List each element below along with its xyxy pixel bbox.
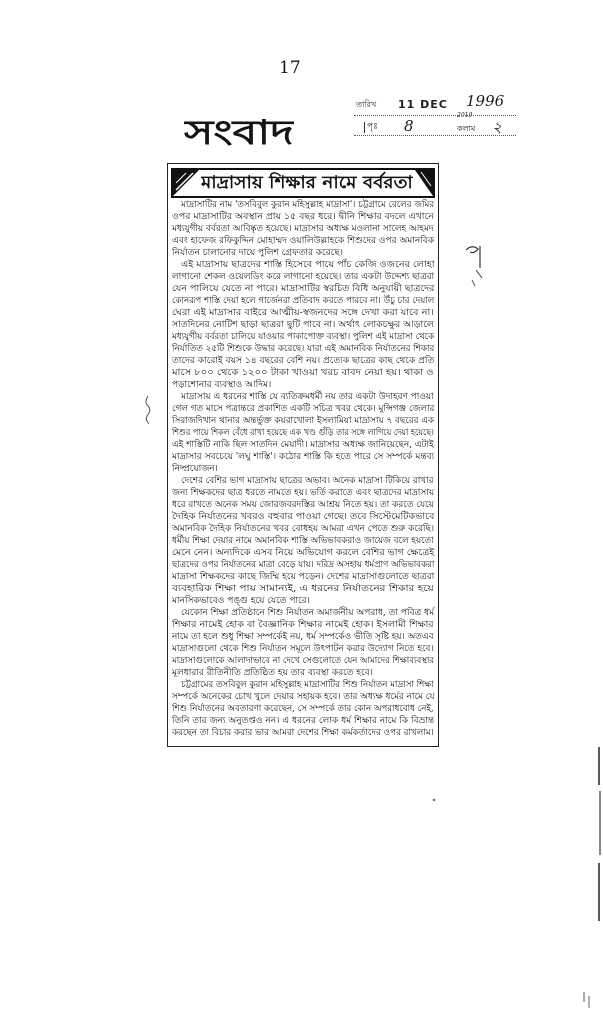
article-line: সিরাজদিখান থানার অন্তর্ভুক্ত কয়রাখোলা ইসলামিয়া মাদ্রাসায় ৭ বছরের এক [172,416,435,426]
stamp-column-value: ২ [492,118,502,136]
article-line: দেশের বেশির ভাগ মাদ্রাসায় ছাত্রের অভাব। অনেক মাদ্রাসা টিকিয়ে রাখার [181,476,434,486]
paragraph-3 [172,391,434,475]
article-line: কোনরূপ শাস্তি দেয়া হলে গার্জেনরা প্রতিবাদ করতে পারবে না। উঁচু চার দেয়াল [172,296,435,306]
article-line: মাদ্রাসায় এ ধরনের শাস্তি যে ব্যতিক্রমধর্মী নয় তার একটা উদাহরণ পাওয়া [181,392,434,402]
newspaper-masthead: সংবাদ [184,113,294,153]
paragraph-6 [172,679,434,739]
article-line: ছাত্রদের ওপর নির্যাতনের মাত্রা বেড়ে যায়। দরিদ্র অসহায় ধর্মপ্রাণ অভিভাবকরা [172,560,435,570]
article-line: মধ্যযুগীয় বর্বরতা আবিষ্কৃত হয়েছে। মাদ্রাসার অধ্যক্ষ মওলানা সালেহ আহমদ [172,224,434,234]
article-line: শিশু নির্যাতনের অবতারণা করেছেন, সে সম্পর্কে তার কোন অপরাধবোধ নেই, [172,704,434,714]
article-line: ধর্মীয় শিক্ষা দেয়ার নামে অমানবিক শাস্তি অভিভাবকরাও জায়েজ বলে হয়তো [172,536,434,546]
article-line: গেল গত মাসে পত্রান্তরে প্রকাশিত একটি সচিত্র খবর থেকে। মুন্সিগঞ্জ জেলার [172,404,435,414]
stamp-page-label: পৃঃ [364,122,378,133]
stamp-dotted-line [354,115,516,116]
article-line: অমানবিক দৈহিক নির্যাতনের খবর বোধহয় আমরা এখন পেতে শুরু করেছি। [172,524,435,534]
article-line: ধরে রাখতে অনেক সময় জোরজবরদস্তির আশ্রয় নিতে হয়। তা করতে যেয়ে [172,500,435,510]
article-line: নিষ্প্রয়োজন। [172,464,218,474]
scan-speck [580,990,594,1010]
corner-ornament-icon [415,170,433,196]
article-line: নির্যাতিত ২৫টি শিশুকে উদ্ধার করেছে। যারা এই অমানবিক নির্যাতনের শিকার [172,344,435,354]
article-line: ঘেরা এই মাদ্রাসার বাইরে আত্মীয়-স্বজনদের সঙ্গে দেখা করা যাবে না। [172,308,434,318]
article-line: মাসে ৮০০ থেকে ১২০০ টাকা খাওয়া খরচ বাবদ নেয়া হয়। থাকা ও [172,368,434,378]
article-line: মাদ্রাসার সবচেয়ে 'লঘু শাস্তি'। কঠোর শাস্তি কি হতে পারে সে সম্পর্কে মন্তব্য [172,452,435,462]
article-line: মাদ্রাসাগুলো থেকে শিশু নির্যাতন সমূলে উৎপাটন করার উদ্যোগ নিতে হবে। [172,644,434,654]
article-line: দৈহিক নির্যাতনের খবরও বহুবার পাওয়া গেছে। তবে সিস্টেমেটিকভাবে [172,512,435,522]
stamp-year-handwritten: 1996 [466,92,505,110]
article-line: যেকোন শিক্ষা প্রতিষ্ঠানে শিশু নির্যাতন অমার্জনীয় অপরাধ, তা পবিত্র ধর্ম [181,608,435,618]
masthead-container [184,110,294,156]
article-clipping [167,163,439,747]
article-line: করছেন তা বিচার করার ভার আমরা দেশের শিক্ষা কর্মকর্তাদের ওপর রাখলাম। [172,728,434,738]
headline: মাদ্রাসায় শিক্ষার নামে বর্বরতা [201,173,413,193]
article-line: চট্টগ্রামের তসবিবুল কুরান মহিসুল্লাহ মাদ্রাসাটির শিশু নির্যাতন মাদ্রাসা শিক্ষা [181,680,434,690]
scan-speck [430,796,438,804]
article-line: ব্যবহারিক শিক্ষা পায় সামান্যই, এ ধরনের নির্যাতনের শিকার হয়ে [172,584,434,594]
article-line: এই শাস্তিটি নাকি ছিল সাতদিন মেয়াদী। মাদ্রাসার অধ্যক্ষ জানিয়েছেন, এটাই [172,440,434,450]
margin-scribble [140,394,156,426]
stamp-page-value: 8 [404,117,414,135]
paragraph-5 [172,607,434,679]
stamp-column-label: কলাম [457,124,476,133]
article-line: মূলধারার রীতিনীতি প্রতিষ্ঠিত হয় তার ব্যবস্থা করতে হবে। [172,668,373,678]
paragraph-4 [172,475,434,607]
article-line: তিনি তার জন্য অনুতপ্তও নন। এ ধরনের লোক ধর্ম শিক্ষার নামে কি বিভ্রান্ত [172,716,435,726]
margin-handwritten-mark [462,240,490,288]
article-line: জন্য শিক্ষকদের ছাত্র ধরতে নামতে হয়। ভর্তি করাতে এবং ছাত্রদের মাদ্রাসায় [172,488,435,498]
stamp-dotted-line [354,135,516,136]
stamp-date-printed: 11 DEC [398,98,448,111]
article-line: সম্পর্কে অনেকের চোখ খুলে দেয়ার সহায়ক হবে। তার অধ্যক্ষ ধর্মের নামে যে [172,692,435,702]
article-line: শিক্ষার নামেই হোক বা বৈজ্ঞানিক শিক্ষার নামেই হোক। ইসলামী শিক্ষার [172,620,434,630]
article-line: ওপর মাদ্রাসাটির অবস্থান প্রায় ১৫ বছর ধরে। দ্বীনি শিক্ষার বদলে এখানে [172,212,434,222]
corner-ornament-icon [173,170,199,196]
article-line: মধ্যযুগীয় বর্বরতা চালিয়ে যাওয়ার পাকাপোক্ত ব্যবস্থা। পুলিশ এই মাদ্রাসা থেকে [172,332,435,342]
article-line: এই মাদ্রাসায় ছাত্রদের শাস্তি হিসেবে পায়ে পাঁচ কেজি ওজনের লোহা [181,260,435,270]
article-line: পড়াশোনার ব্যবস্থাও আদিম। [172,380,272,390]
stamp-date-label: তারিখ [356,100,377,109]
article-line: সাতদিনের নোটিশ ছাড়া ছাত্ররা ছুটি পাবে না। অর্থাৎ লোকচক্ষুর আড়ালে [172,320,434,330]
article-line: এবং হাফেজ রফিকুদ্দিন মোহাম্মদ ওয়ালিউল্লাহকে শিশুদের ওপর অমানবিক [172,236,435,246]
article-line: মেনে নেন। অন্যদিকে এসব নিয়ে অভিযোগ করলে বেশির ভাগ ক্ষেত্রেই [172,548,435,558]
article-line: লাগানো শেকল ওয়েলডিং করে লাগানো হয়েছে। তার একটা উদ্দেশ্য ছাত্ররা [172,272,435,282]
article-line: মানসিকভাবেও পঙ্গু হয়ে যেতে পারে। [172,596,310,606]
article-line: নামে তা হলে শুধু শিক্ষা সম্পর্কেই নয়, ধর্ম সম্পর্কেও ভীতি সৃষ্টি হয়। অতএব [172,632,434,642]
article-line: মাদ্রাসা শিক্ষকদের কাছে জিম্মি হয়ে পড়েন। দেশের মাদ্রাসাগুলোতে ছাত্ররা [172,572,435,582]
headline-holder [201,171,413,196]
article-line: শিশুর পায়ে শিকল বেঁধে রাখা হয়েছে এক খণ্ড গুঁড়ি তার সঙ্গে লাগিয়ে দেয়া হয়েছে। [172,428,434,438]
scan-edge-artifact [593,745,603,925]
paragraph-1 [172,199,434,259]
page-number: 17 [279,58,301,78]
article-line: মাদ্রাসাগুলোকে আলাদাভাবে না দেখে সেগুলোতে যেন আমাদের শিক্ষাব্যবস্থার [172,656,435,666]
article-line: মাদ্রাসাটির নাম 'তসবিবুল কুরান মহিসুল্লাহ মাদ্রাসা'। চট্টগ্রামে রেলের জমির [181,200,435,210]
stamp-year-small: 2019 [457,112,473,119]
paragraph-2 [172,259,434,391]
article-line: নির্যাতন চালানোর দায়ে পুলিশ গ্রেফতার করেছে। [172,248,343,258]
headline-box [171,168,435,198]
article-line: তাদের কারোই বয়স ১৪ বছরের বেশি নয়। প্রত্যেক ছাত্রের কাছ থেকে প্রতি [172,356,435,366]
article-line: যেন পালিয়ে যেতে না পারে। মাদ্রাসাটির স্বরচিত বিধি অনুযায়ী ছাত্রদের [172,284,435,294]
